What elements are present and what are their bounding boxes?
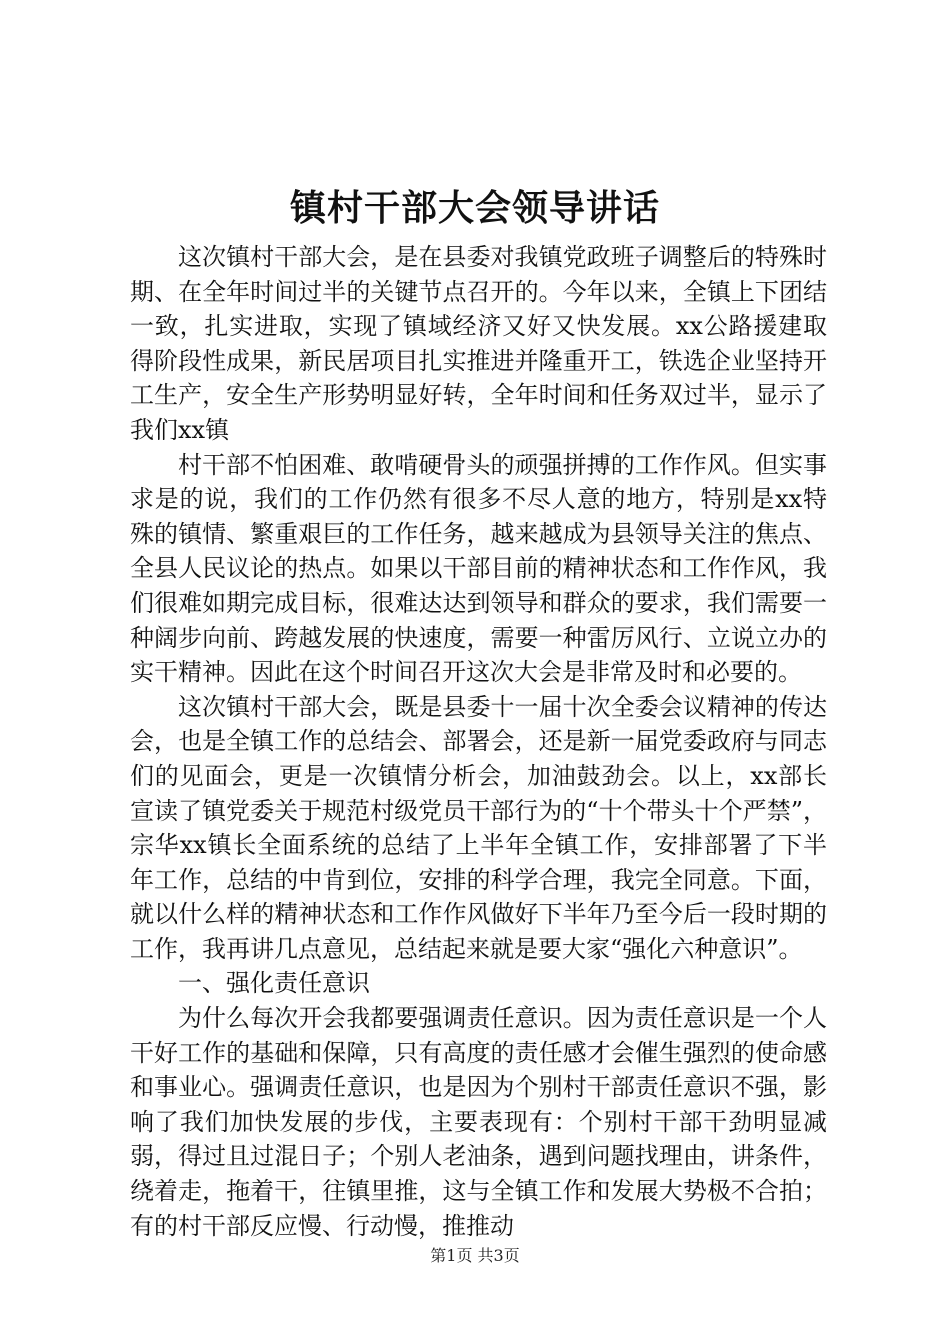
paragraph-meeting-purpose: 这次镇村干部大会，既是县委十一届十次全委会议精神的传达会，也是全镇工作的总结会、部署会，还是新一届党委政府与同志们的见面会，更是一次镇情分析会，加油鼓劲会。以上，xx部长宣读了镇党委关于规范村级党员干部行为的“十个带头十个严禁”，宗华xx镇长全面系统的总结了上半年全镇工作，安排部署了下半年工作，总结的中肯到位，安排的科学合理，我完全同意。下面，就以什么样的精神状态和工作作风做好下半年乃至今后一段时期的工作，我再讲几点意见，总结起来就是要大家“强化六种意识”。	[130, 692, 827, 963]
page-footer: 第1页 共3页	[430, 1246, 520, 1265]
document-body	[130, 240, 827, 1243]
paragraph-work-style: 村干部不怕困难、敢啃硬骨头的顽强拼搏的工作作风。但实事求是的说，我们的工作仍然有很多不尽人意的地方，特别是xx特殊的镇情、繁重艰巨的工作任务，越来越成为县领导关注的焦点、全县人民议论的热点。如果以干部目前的精神状态和工作作风，我们很难如期完成目标，很难达达到领导和群众的要求，我们需要一种阔步向前、跨越发展的快速度，需要一种雷厉风行、立说立办的实干精神。因此在这个时间召开这次大会是非常及时和必要的。	[130, 450, 827, 687]
paragraph-opening: 这次镇村干部大会，是在县委对我镇党政班子调整后的特殊时期、在全年时间过半的关键节点召开的。今年以来，全镇上下团结一致，扎实进取，实现了镇域经济又好又快发展。xx公路援建取得阶段性成果，新民居项目扎实推进并隆重开工，铁选企业坚持开工生产，安全生产形势明显好转，全年时间和任务双过半，显示了我们xx镇	[130, 243, 827, 444]
section-heading-responsibility: 一、强化责任意识	[178, 969, 370, 998]
paragraph-responsibility: 为什么每次开会我都要强调责任意识。因为责任意识是一个人干好工作的基础和保障，只有高度的责任感才会催生强烈的使命感和事业心。强调责任意识，也是因为个别村干部责任意识不强，影响了我们加快发展的步伐，主要表现有：个别村干部干劲明显减弱，得过且过混日子；个别人老油条，遇到问题找理由，讲条件，绕着走，拖着干，往镇里推，这与全镇工作和发展大势极不合拍；有的村干部反应慢、行动慢，推推动	[130, 1004, 827, 1240]
document-title: 镇村干部大会领导讲话	[289, 187, 660, 229]
